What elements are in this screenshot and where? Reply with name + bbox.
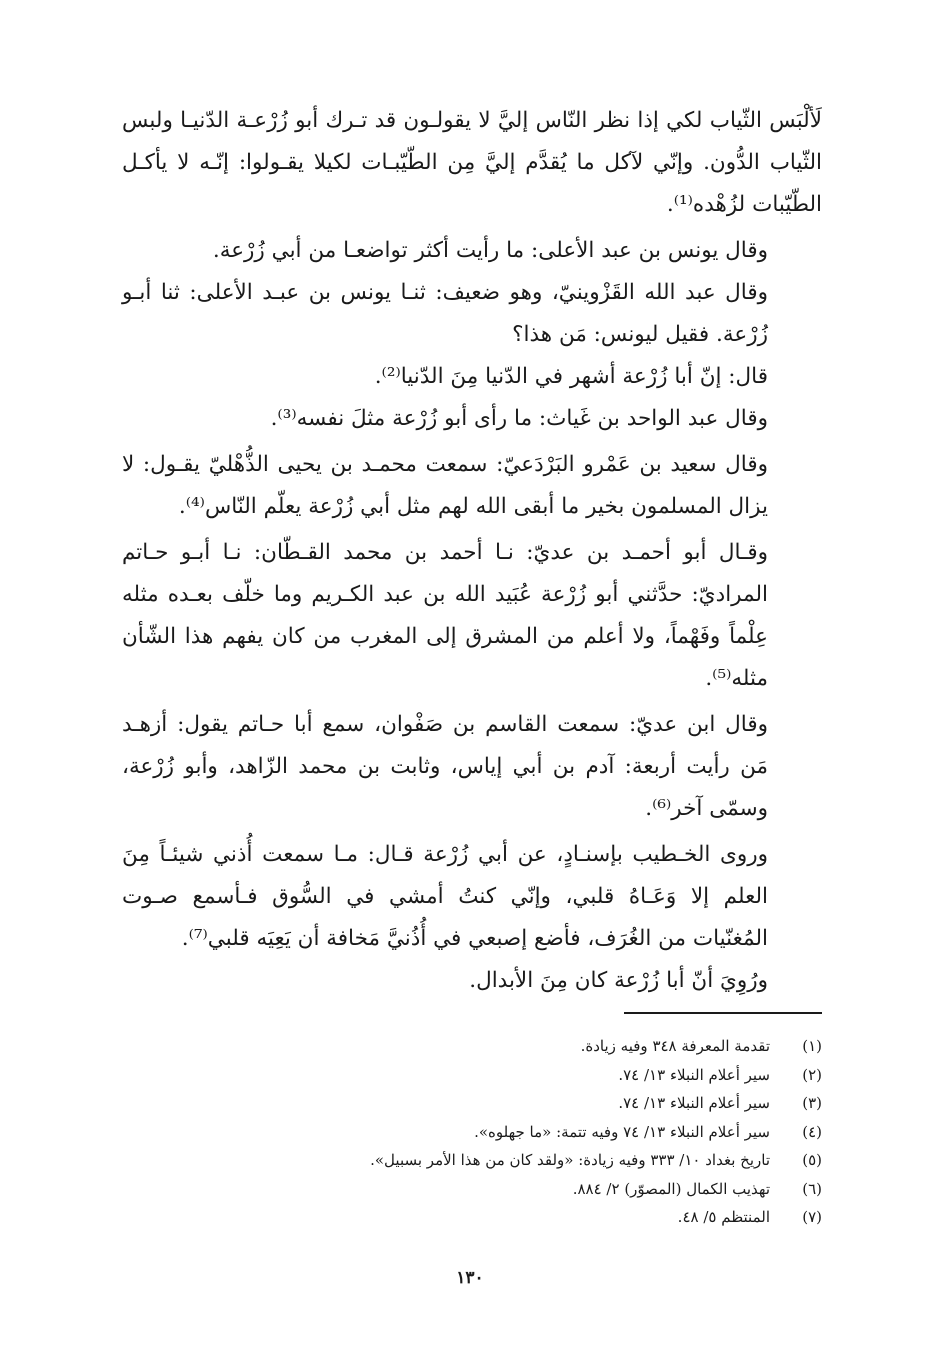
- paragraph-6: وقال سعيد بن عَمْرو البَرْدَعيّ: سمعت محمـد بن يحيى الذُّهْليّ يقـول: لا يزال المسلمون بخير ما أبقى الله لهم مثل أبي زُرْعة يعلّم النّاس⁽⁴⁾.: [122, 452, 768, 519]
- footnote-text: تاريخ بغداد ١٠/ ٣٣٣ وفيه زيادة: «ولقد كان من هذا الأمر بسبيل».: [370, 1151, 770, 1169]
- paragraph-1: لَألْبَس الثّياب لكي إذا نظر النّاس إليَّ لا يقولـون قد تـرك أبو زُرْعـة الدّنيـا ولبس الثّياب الدُّون. وإنّي لآكل ما يُقدَّم إليَّ مِن الطّيّبـات لكيلا يقـولوا: إنّـه لا يأكـل الطّيّبات لزُهْده⁽¹⁾.: [122, 108, 822, 217]
- footnote-item: [122, 1118, 822, 1147]
- paragraph-3: وقال عبد الله القَزْوينيّ، وهو ضعيف: ثنـا يونس بن عبـد الأعلى: ثنا أبـو زُرْعة. فقيل ليونس: مَن هذا؟: [122, 280, 768, 347]
- footnote-text: سير أعلام النبلاء ١٣/ ٧٤.: [618, 1094, 770, 1112]
- footnote-text: سير أعلام النبلاء ١٣/ ٧٤ وفيه تتمة: «ما جهلوه».: [474, 1122, 770, 1141]
- main-text: [122, 100, 822, 1002]
- paragraph-7: وقـال أبو أحمـد بن عديّ: نـا أحمد بن محمد القـطّان: نـا أبـو حـاتم المراديّ: حدَّثني أبو زُرْعة عُبَيد الله بن عبد الكـريم وما خلّف بعـده مثله عِلْماً وفَهْماً، ولا أعلم من المشرق إلى المغرب من كان يفهم هذا الشّأن مثله⁽⁵⁾.: [122, 540, 768, 691]
- footnote-number: (٣): [802, 1094, 822, 1112]
- footnote-number: (٧): [802, 1208, 822, 1226]
- footnote-item: [122, 1032, 822, 1061]
- footnote-number: (٦): [802, 1179, 822, 1198]
- paragraph-9: وروى الخـطيب بإسنـادٍ، عن أبي زُرْعة قـال: مـا سمعت أُذني شيئـاً مِنَ العلم إلا وَعَـاهُ قلبي، وإنّي كنتُ أمشي في السُّوق فـأسمع صـوت المُغنّيات من الغُرَف، فأضع إصبعي في أُذُنيَّ مَخافة أن يَعِيَه قلبي⁽⁷⁾.: [122, 842, 768, 951]
- footnote-text: تقدمة المعرفة ٣٤٨ وفيه زيادة.: [580, 1037, 770, 1055]
- footnote-text: تهذيب الكمال (المصوّر) ٢/ ٨٨٤.: [572, 1179, 770, 1198]
- footnote-text: سير أعلام النبلاء ١٣/ ٧٤.: [618, 1065, 770, 1084]
- footnote-number: (٥): [802, 1151, 822, 1169]
- paragraph-10: ورُوِيَ أنّ أبا زُرْعة كان مِنَ الأبدال.: [469, 968, 768, 993]
- footnote-item: [122, 1203, 822, 1232]
- footnote-number: (١): [802, 1037, 822, 1055]
- paragraph-8: وقال ابن عديّ: سمعت القاسم بن صَفْوان، سمع أبا حـاتم يقول: أزهـد مَن رأيت أربعة: آدم بن أبي إياس، وثابت بن محمد الزّاهد، وأبو زُرْعة، وسمّى آخر⁽⁶⁾.: [122, 712, 768, 821]
- page-number: ١٣٠: [456, 1268, 484, 1288]
- paragraph-2: وقال يونس بن عبد الأعلى: ما رأيت أكثر تواضعـا من أبي زُرْعة.: [212, 238, 768, 263]
- footnote-item: [122, 1175, 822, 1204]
- footnote-number: (٤): [802, 1122, 822, 1141]
- footnote-item: [122, 1089, 822, 1118]
- footnote-item: [122, 1146, 822, 1175]
- footnote-number: (٢): [802, 1065, 822, 1084]
- paragraph-5: وقال عبد الواحد بن غَياث: ما رأى أبو زُرْعة مثلَ نفسه⁽³⁾.: [270, 406, 768, 431]
- paragraph-4: قال: إنّ أبا زُرْعة أشهر في الدّنيا مِنَ الدّنيا⁽²⁾.: [374, 364, 768, 389]
- footnote-text: المنتظم ٥/ ٤٨.: [677, 1208, 770, 1226]
- footnote-divider: [624, 1012, 822, 1014]
- footnotes: [122, 1032, 822, 1232]
- footnote-item: [122, 1061, 822, 1090]
